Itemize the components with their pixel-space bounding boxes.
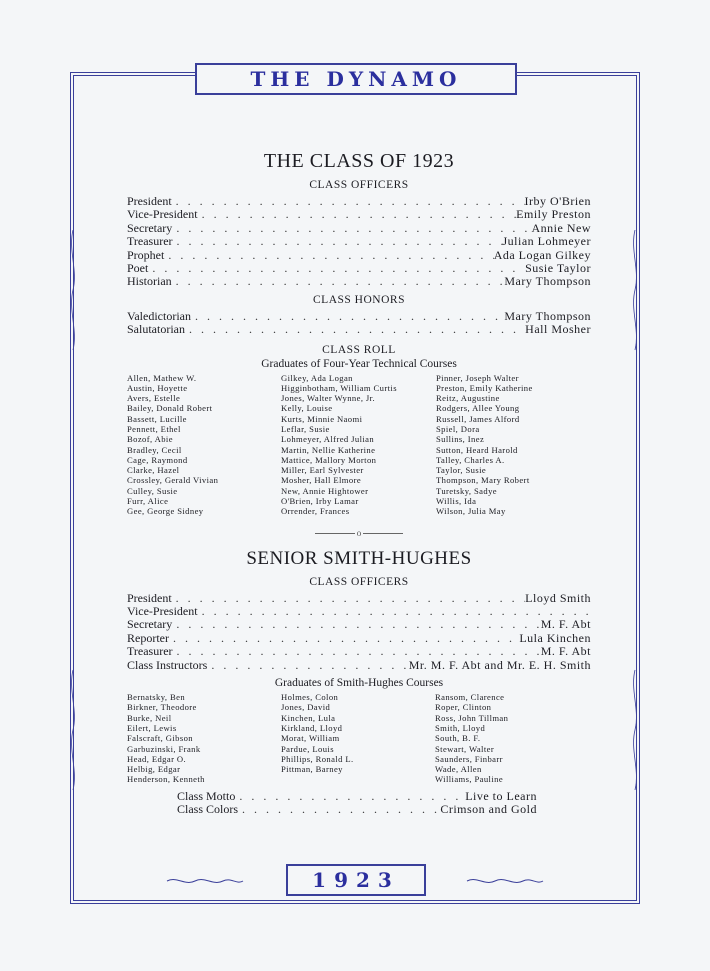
roll-name: Burke, Neil <box>127 712 172 723</box>
roll-name: Austin, Hoyette <box>127 382 188 393</box>
smith-hughes-officers-heading: CLASS OFFICERS <box>309 575 409 588</box>
roll-name: Clarke, Hazel <box>127 465 180 476</box>
roll-name: Bailey, Donald Robert <box>127 403 213 414</box>
roll-column <box>436 373 591 517</box>
officer-row: Treasurer . . . Julian Lohmeyer <box>127 234 591 247</box>
roll-name: Turetsky, Sadye <box>436 485 497 496</box>
footer-ornament-left <box>165 876 245 886</box>
roll-name: Taylor, Susie <box>436 465 487 476</box>
roll-name: Russell, James Alford <box>436 413 520 424</box>
roll-name: Lohmeyer, Alfred Julian <box>281 434 375 445</box>
publication-title: THE DYNAMO <box>250 67 462 91</box>
class-honors-list <box>127 309 591 336</box>
class-officers-heading: CLASS OFFICERS <box>309 179 409 191</box>
roll-name: Pardue, Louis <box>281 743 334 754</box>
roll-name: Roper, Clinton <box>435 702 492 713</box>
roll-name: Bassett, Lucille <box>127 413 187 424</box>
roll-column <box>281 692 435 785</box>
honor-row: Salutatorian . . . Hall Mosher <box>127 322 591 335</box>
roll-name: Williams, Pauline <box>435 774 504 785</box>
roll-column <box>127 373 281 517</box>
roll-name: Pittman, Barney <box>281 764 343 775</box>
roll-name: Holmes, Colon <box>281 692 339 703</box>
footer-ornament-right <box>465 876 545 886</box>
smith-hughes-officers-list <box>127 591 591 671</box>
officer-row: Vice-President . . . <box>127 604 591 617</box>
roll-name: Leflar, Susie <box>281 424 330 434</box>
motto-block <box>177 789 537 816</box>
roll-name: Morat, William <box>281 733 340 744</box>
roll-name: Preston, Emily Katherine <box>436 382 533 393</box>
roll-name: Culley, Susie <box>127 485 178 496</box>
roll-name: Pinner, Joseph Walter <box>436 372 519 383</box>
roll-name: Jones, Walter Wynne, Jr. <box>281 393 375 404</box>
roll-name: Helbig, Edgar <box>127 764 181 775</box>
roll-name: New, Annie Hightower <box>281 485 369 496</box>
roll-name: Saunders, Finbarr <box>435 753 503 764</box>
roll-name: Birkner, Theodore <box>127 702 197 713</box>
roll-name: Bernatsky, Ben <box>127 692 186 703</box>
class-roll <box>127 373 591 517</box>
roll-name: Garbuzinski, Frank <box>127 743 201 754</box>
roll-name: Pennett, Ethel <box>127 424 181 434</box>
colors-row: Class Colors . . . Crimson and Gold <box>177 802 537 815</box>
roll-name: Kinchen, Lula <box>281 712 336 723</box>
officer-row: Vice-President . . . Emily Preston <box>127 207 591 220</box>
roll-name: Henderson, Kenneth <box>127 774 205 785</box>
right-border-ornament <box>630 230 640 790</box>
roll-name: Ransom, Clarence <box>435 692 505 703</box>
roll-name: Wade, Allen <box>435 764 482 775</box>
roll-name: Rodgers, Allee Young <box>436 403 520 414</box>
roll-name: Avers, Estelle <box>127 393 181 404</box>
officer-row: Secretary . . . M. F. Abt <box>127 617 591 630</box>
footer-banner <box>286 864 426 896</box>
roll-name: Phillips, Ronald L. <box>281 753 354 764</box>
class-title: THE CLASS OF 1923 <box>263 150 455 172</box>
roll-name: Higginbotham, William Curtis <box>281 382 397 393</box>
roll-name: Smith, Lloyd <box>435 722 486 733</box>
roll-name: Falscraft, Gibson <box>127 733 193 744</box>
roll-column <box>281 373 436 517</box>
roll-name: Mattice, Mallory Morton <box>281 454 377 465</box>
roll-name: Spiel, Dora <box>436 424 480 434</box>
roll-name: Furr, Alice <box>127 496 169 507</box>
class-roll-heading: CLASS ROLL <box>322 343 396 356</box>
officer-row: Prophet . . . Ada Logan Gilkey <box>127 248 591 261</box>
roll-name: Miller, Earl Sylvester <box>281 465 364 476</box>
roll-name: Stewart, Walter <box>435 743 495 754</box>
roll-name: South, B. F. <box>435 733 481 744</box>
officer-row: Secretary . . . Annie New <box>127 221 591 234</box>
officer-row: President . . . Irby O'Brien <box>127 194 591 207</box>
class-honors-heading: CLASS HONORS <box>313 293 405 306</box>
roll-name: Kelly, Louise <box>281 403 333 414</box>
roll-name: Ross, John Tillman <box>435 712 509 723</box>
motto-row: Class Motto . . . Live to Learn <box>177 789 537 802</box>
roll-name: Sutton, Heard Harold <box>436 444 518 455</box>
roll-name: Orrender, Frances <box>281 506 350 517</box>
class-roll-subheading: Graduates of Four-Year Technical Courses <box>261 357 457 370</box>
officer-row: Reporter . . . Lula Kinchen <box>127 631 591 644</box>
roll-name: Thompson, Mary Robert <box>436 475 530 486</box>
roll-name: Jones, David <box>281 702 331 713</box>
roll-column <box>435 692 591 785</box>
officer-row: Poet . . . Susie Taylor <box>127 261 591 274</box>
roll-name: Gee, George Sidney <box>127 506 204 517</box>
smith-hughes-roll-subheading: Graduates of Smith-Hughes Courses <box>274 677 444 690</box>
roll-name: Willis, Ida <box>436 496 477 507</box>
roll-name: Wilson, Julia May <box>436 506 506 517</box>
roll-name: O'Brien, Irby Lamar <box>281 496 359 507</box>
roll-name: Mosher, Hall Elmore <box>281 475 362 486</box>
roll-name: Kurts, Minnie Naomi <box>281 413 363 424</box>
header-banner <box>195 63 517 95</box>
smith-hughes-roll <box>127 692 591 785</box>
roll-name: Gilkey, Ada Logan <box>281 372 353 383</box>
roll-name: Martin, Nellie Katherine <box>281 444 376 455</box>
roll-name: Talley, Charles A. <box>436 454 505 465</box>
roll-name: Bozof, Abie <box>127 434 173 445</box>
honor-row: Valedictorian . . . Mary Thompson <box>127 309 591 322</box>
officer-row: Historian . . . Mary Thompson <box>127 274 591 287</box>
officer-row: Treasurer . . . M. F. Abt <box>127 644 591 657</box>
roll-name: Allen, Mathew W. <box>127 372 197 383</box>
smith-hughes-title: SENIOR SMITH-HUGHES <box>246 547 472 569</box>
page-content <box>127 150 591 815</box>
section-separator: o <box>127 528 591 538</box>
roll-column <box>127 692 281 785</box>
officer-row: Class Instructors . . . Mr. M. F. Abt and Mr. E. H. Smith <box>127 658 591 671</box>
roll-name: Head, Edgar O. <box>127 753 187 764</box>
roll-name: Reitz, Augustine <box>436 393 500 404</box>
roll-name: Kirkland, Lloyd <box>281 722 343 733</box>
class-officers-list <box>127 194 591 288</box>
officer-row: President . . . Lloyd Smith <box>127 591 591 604</box>
roll-name: Crossley, Gerald Vivian <box>127 475 219 486</box>
left-border-ornament <box>68 230 78 790</box>
roll-name: Eilert, Lewis <box>127 722 177 733</box>
roll-name: Bradley, Cecil <box>127 444 182 455</box>
roll-name: Sullins, Inez <box>436 434 485 445</box>
roll-name: Cage, Raymond <box>127 454 188 465</box>
footer-year: 1923 <box>312 868 400 892</box>
